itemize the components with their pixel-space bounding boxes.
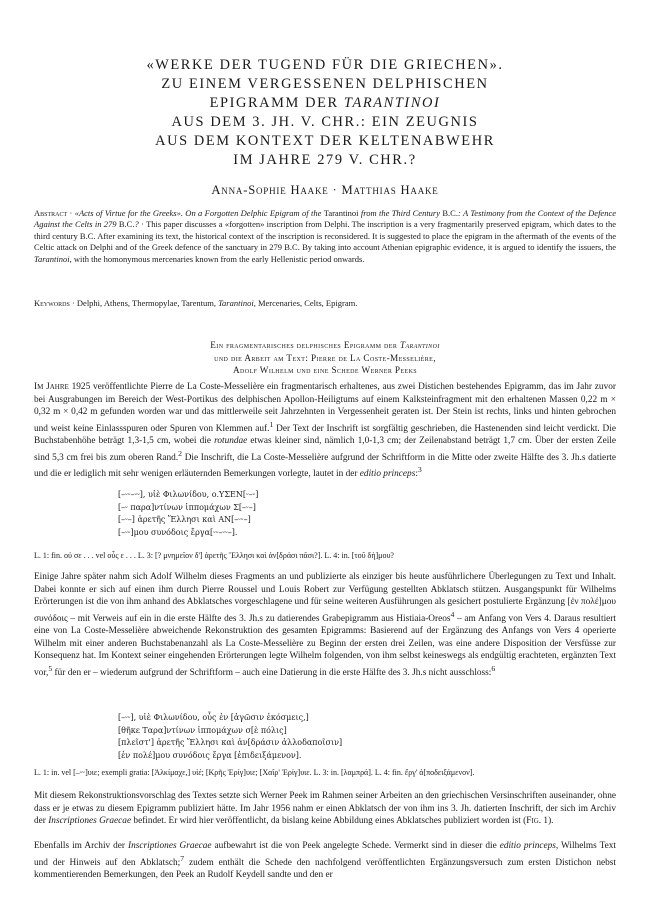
inscription-line: [–⏑⏑], υἱὲ Φιλωνίδου, οὗς ἐν [ἀγῶσιν ἐκόσμεις,] [118,713,309,722]
inscription-line: [–⏑ παρα]ντίνων ἱππομάχων Σ[–⏑–] [118,502,256,512]
abstract: Abstract · «Acts of Virtue for the Greeks». On a Forgotten Delphic Epigram of the Tarantinoi from the Third Century B.C.: A Testimony from the Context of the Defence Against the Celts in 279 B.C.? · This paper discusses a «forgotten» inscription from Delphi. The inscription is a very fragmentarily preserved epigram, which dates to the third century B.C. After examining its text, the historical context of the inscription is reconsidered. It is suggested to place the epigram in the aftermath of the events of the Celtic attack on Delphi and of the Greek defence of the sanctuary in 279 B.C. By taking into account Athenian epigraphic evidence, it is argued to identify the issuers, the Tarantinoi, with the homonymous mercenaries known from the early Hellenistic period onwards. [34,208,616,264]
inscription-line: [πλεῖστ'] ἀρετῆς Ἕλλησι καὶ ἀν[δράσιν ἀλλοδαποῖσιν] [118,738,343,747]
inscription-text [118,489,538,539]
inscription-line: [–⏑⏑]μου συνόδοις ἔργα[⏑⏑–⏑⏑–]. [118,527,238,537]
critical-apparatus: L. 1: in. vel [–⏑⏑]υιε; exempli gratia: [Ἀλκίμαχε,] υἱέ; [Κρῆς Ἐρίγ]υιε; [Χαῖρ' Ἐρίγ]υιε. L. 3: in. [λαμπρά]. L. 4: fin. ἔργ' ἀ[ποδειξάμενον]. [34,768,475,777]
body-paragraph: Einige Jahre später nahm sich Adolf Wilhelm dieses Fragments an und publizierte als einziger bis heute ausführlichere Überlegungen zu Text und Inhalt. Dabei konnte er sich auf einen ihm durch Pierre Roussel und Louis Robert zur Verfügung gestellten Abklatsch stützen. Ausgangspunkt für Wilhelms Erörterungen ist die von ihm anhand des Abklatsches vorgeschlagene und für seine weiteren Ausführungen als gesichert postulierte Ergänzung [ἐν πολέ]μου συνόδοις – mit Verweis auf ein in die erste Hälfte des 3. Jh.s zu datierendes Grabepigramm aus Histiaia-Oreos$^4$ – am Anfang von Vers 4. Daraus resultiert eine von La Coste-Messelière abweichende Rekonstruktion des gesamten Epigramms: Basierend auf der Ergänzung des Anfangs von Vers 4 operierte Wilhelm mit einer anderen Buchstabenanzahl als La Coste-Messelière zu Beginn der ersten drei Zeilen, was eine andere Disposition der Versfüsse zur Konsequenz hat. Im Kontext seiner eingehenden Erörterungen legte Wilhelm folgenden, von ihm selbst keineswegs als endgültig erachteten, ergänzten Text vor,$^5$ für den er – wiederum aufgrund der Schriftform – auch eine Datierung in die erste Hälfte des 3. Jh.s nicht ausschloss:$^6$ [34,572,616,679]
critical-apparatus: L. 1: fin. οὐ σε . . . vel οὖς ε . . . L. 3: [? μνημεῖον δ'] ἀρετῆς Ἕλλησι καὶ ἀν[δράσι πᾶσι?]. L. 4: in. [τοῦ δὴ]μου? [34,551,394,560]
inscription-line: [–⏑⏑–⏑⏑], υἱὲ Φιλωνίδου, ο.ΥΣΕΝ[⏑–⏑] [118,490,259,499]
body-paragraph: Ebenfalls im Archiv der Inscriptiones Graecae aufbewahrt ist die von Peek angelegte Schede. Vermerkt sind in dieser die editio princeps, Wilhelms Text und der Hinweis auf den Abklatsch;$^7$ zudem enthält die Schede den nachfolgend veröffentlichten Ergänzungsversuch zum ersten Distichon nebst kommentierenden Bemerkungen, den Peek an Rudolf Keydell sandte und den er [34,841,617,881]
footnote-ref: 6 [491,663,496,673]
footnote-ref: 7 [180,853,185,863]
footnote-ref: 4 [450,609,455,619]
author-line [40,183,610,198]
author-name: Matthias Haake [341,183,439,197]
title-line: IM JAHRE 279 V. CHR.? [233,152,417,168]
inscription-line: [θῆκε Ταρα]ντίνων ἱππομάχων σ[ὲ πόλις] [118,725,287,735]
keywords-label: Keywords [34,298,70,308]
body-paragraph: Im Jahre 1925 veröffentlichte Pierre de La Coste-Messelière ein fragmentarisch erhaltenes, aus zwei Distichen bestehendes Epigramm, das im Jahr zuvor bei Ausgrabungen im Bereich der West-Portikus des delphischen Apollon-Heiligtums auf einem Kalksteinfragment mit den erhaltenen Massen 0,22 m × 0,32 m × 0,42 m gefunden worden war und das mittlerweile seit Jahrzehnten in Vergessenheit geraten ist. Der Stein ist rechts, links und hinten gebrochen und weist keine Einlassspuren oder Spuren von Klemmen auf.$^1$ Der Text der Inschrift ist sorgfältig geschrieben, die Hastenenden sind leicht verdickt. Die Buchstabenhöhe beträgt 1,3-1,5 cm, wobei die rotundae etwas kleiner sind, nämlich 1,0-1,3 cm; der Zeilenabstand beträgt 1,7 cm. Über der ersten Zeile sind 5,3 cm frei bis zum oberen Rand.$^2$ Die Inschrift, die La Coste-Messelière aufgrund der Schriftform in die Mitte oder zweite Hälfte des 3. Jh.s datierte und die er lediglich mit sehr wenigen erläuternden Bemerkungen vorlegte, lautet in der editio princeps:$^3$ [34,382,616,480]
inscription-line: [ἐν πολέ]μου συνόδοις ἔργα [ἐπιδειξάμενον]. [118,750,302,760]
abstract-label: Abstract [34,208,68,218]
footnote-ref: 2 [178,448,183,458]
article-title [40,56,610,170]
author-separator: · [332,183,338,197]
section-heading-line: Ein fragmentarisches delphisches Epigramm der Tarantinoi [210,340,440,350]
body-paragraph: Mit diesem Rekonstruktionsvorschlag des Textes setzte sich Werner Peek im Rahmen seiner Arbeiten an den griechischen Versinschriften auseinander, ohne dass er je etwas zu diesem Epigramm publiziert hätte. Im Jahr 1956 nahm er einen Abklatsch der von ihm ins 3. Jh. datierten Inschrift, der sich im Archiv der Inscriptiones Graecae befindet. Er wird hier veröffentlicht, da bislang keine Abbildung eines Abklatsches publiziert worden ist (Fig. 1). [34,791,616,827]
inscription-line: [–⏑–] ἀρετῆς Ἕλλησι καὶ ΑΝ[–⏑⏑–] [118,515,251,524]
section-heading [40,339,610,377]
footnote-ref: 3 [417,465,422,475]
title-line: AUS DEM 3. JH. V. CHR.: EIN ZEUGNIS [171,114,479,130]
keywords: Keywords · Delphi, Athens, Thermopylae, Tarentum, Tarantinoi, Mercenaries, Celts, Epigram. [34,298,358,308]
figure-ref: Fig. 1 [526,816,549,827]
author-name: Anna-Sophie Haake [211,183,329,197]
title-line: ZU EINEM VERGESSENEN DELPHISCHEN [161,76,489,92]
title-line: «WERKE DER TUGEND FÜR DIE GRIECHEN». [146,57,504,73]
footnote-ref: 1 [269,419,274,429]
inscription-text [118,712,538,762]
section-heading-line: Adolf Wilhelm und eine Schede Werner Peeks [232,365,418,376]
title-line: EPIGRAMM DER TARANTINOI [209,95,441,111]
section-heading-line: und die Arbeit am Text: Pierre de La Coste-Messelière, [214,352,436,363]
title-italic: TARANTINOI [343,95,441,111]
title-line: AUS DEM KONTEXT DER KELTENABWEHR [155,133,495,149]
footnote-ref: 5 [48,663,53,673]
